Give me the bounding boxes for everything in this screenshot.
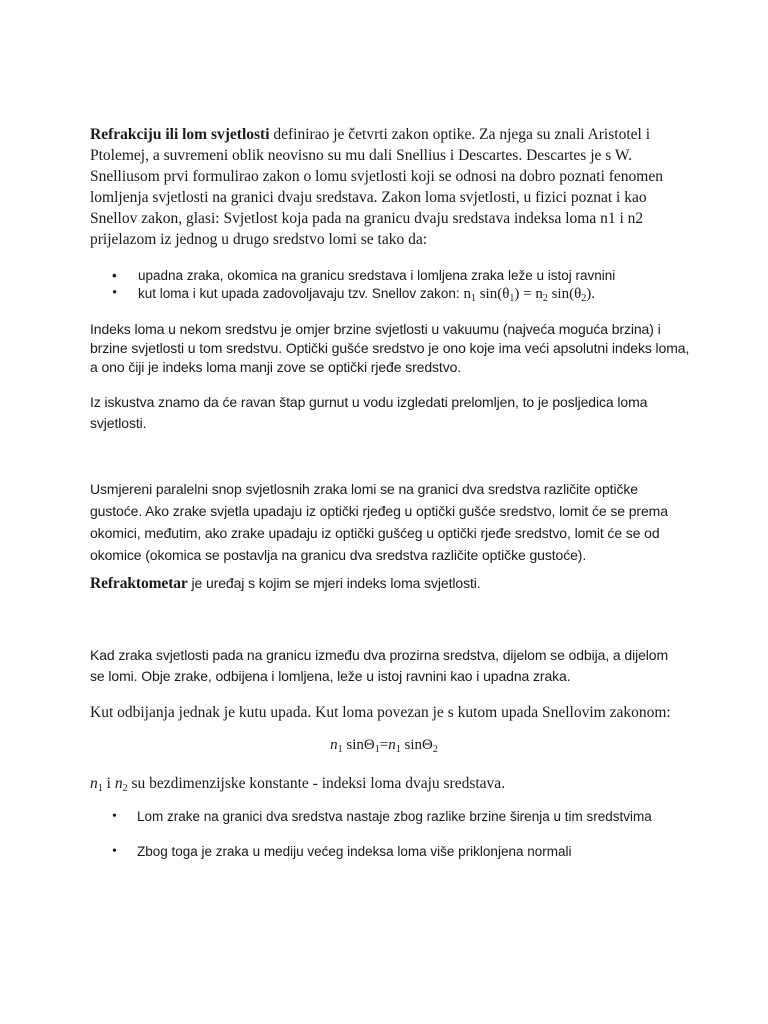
paragraph-experience: Iz iskustva znamo da će ravan štap gurnut u vodu izgledati prelomljen, to je posljedica loma svjetlosti.: [90, 394, 648, 431]
bullet-text: Lom zrake na granici dva sredstva nastaje zbog razlike brzine širenja u tim sredstvima: [137, 809, 652, 824]
paragraph-refraction-intro: [90, 124, 680, 250]
paragraph-index-definition: Indeks loma u nekom sredstvu je omjer brzine svjetlosti u vakuumu (najveća moguća brzina) i brzine svjetlosti u tom sredstvu. Optički gušće sredstvo je ono koje ima veći apsolutni indeks loma, a ono čiji je indeks loma manji zove se optički rjeđe sredstvo.: [90, 321, 690, 375]
bullet-text-snell: kut loma i kut upada zadovoljavaju tzv. Snellov zakon: $n_1$ $\sin(\theta_1) = n_2$ $\sin(\theta_2)$.: [138, 286, 596, 304]
formula-snell: $n_1$ $\sin\Theta_1=n_1$ sinΘ$_2$: [330, 737, 438, 755]
bullet-icon: •: [112, 809, 117, 824]
paragraph-text: je uređaj s kojim se mjeri indeks loma svjetlosti.: [187, 575, 481, 591]
bullet-icon: •: [112, 285, 118, 301]
paragraph-reflection-refraction: Kad zraka svjetlosti pada na granicu između dva prozirna sredstva, dijelom se odbija, a dijelom se lomi. Obje zrake, odbijena i lomljena, leže u istoj ravnini kao i upadna zraka.: [90, 647, 669, 684]
paragraph-text: definirao je četvrti zakon optike. Za njega su znali Aristotel i Ptolemej, a suvremeni oblik neovisno su mu dali Snellius i Descartes. Descartes je s W. Snelliusom prvi formulirao zakon o lomu svjetlosti koji se odnosi na dobro poznati fenomen lomljenja svjetlosti na granici dvaju sredstava. Zakon loma svjetlosti, u fizici poznat i kao Snellov zakon, glasi: Svjetlost koja pada na granicu dvaju sredstava indeksa loma n1 i n2 prijelazom iz jednog u drugo sredstvo lomi se tako da:: [90, 126, 663, 248]
paragraph-snell-law: Kut odbijanja jednak je kutu upada. Kut loma povezan je s kutom upada Snellovim zakonom:: [90, 704, 671, 721]
paragraph-parallel-beam: Usmjereni paralelni snop svjetlosnih zraka lomi se na granici dva sredstva različite optičke gustoće. Ako zrake svjetla upadaju iz optički rjeđeg u optički gušće sredstvo, lomit će se prema okomici, međutim, ako zrake upadaju iz optički gušćeg u optički rjeđe sredstvo, lomit će se od okomice (okomica se postavlja na granicu dva sredstva različite optičke gustoće).: [90, 481, 668, 563]
bullet-text: upadna zraka, okomica na granicu sredstava i lomljena zraka leže u istoj ravnini: [138, 268, 616, 283]
bullet-text: Zbog toga je zraka u mediju većeg indeksa loma više priklonjena normali: [137, 844, 572, 859]
paragraph-constants: $n_1$ i $n_2$ su bezdimenzijske konstante - indeksi loma dvaju sredstava.: [90, 775, 506, 794]
bullet-icon: •: [112, 268, 117, 283]
paragraph-refractometer: [90, 573, 680, 594]
bullet-icon: •: [112, 844, 117, 859]
term-refraktometar: Refraktometar: [90, 575, 188, 592]
term-refrakcija: Refrakciju ili lom svjetlosti: [90, 126, 270, 143]
